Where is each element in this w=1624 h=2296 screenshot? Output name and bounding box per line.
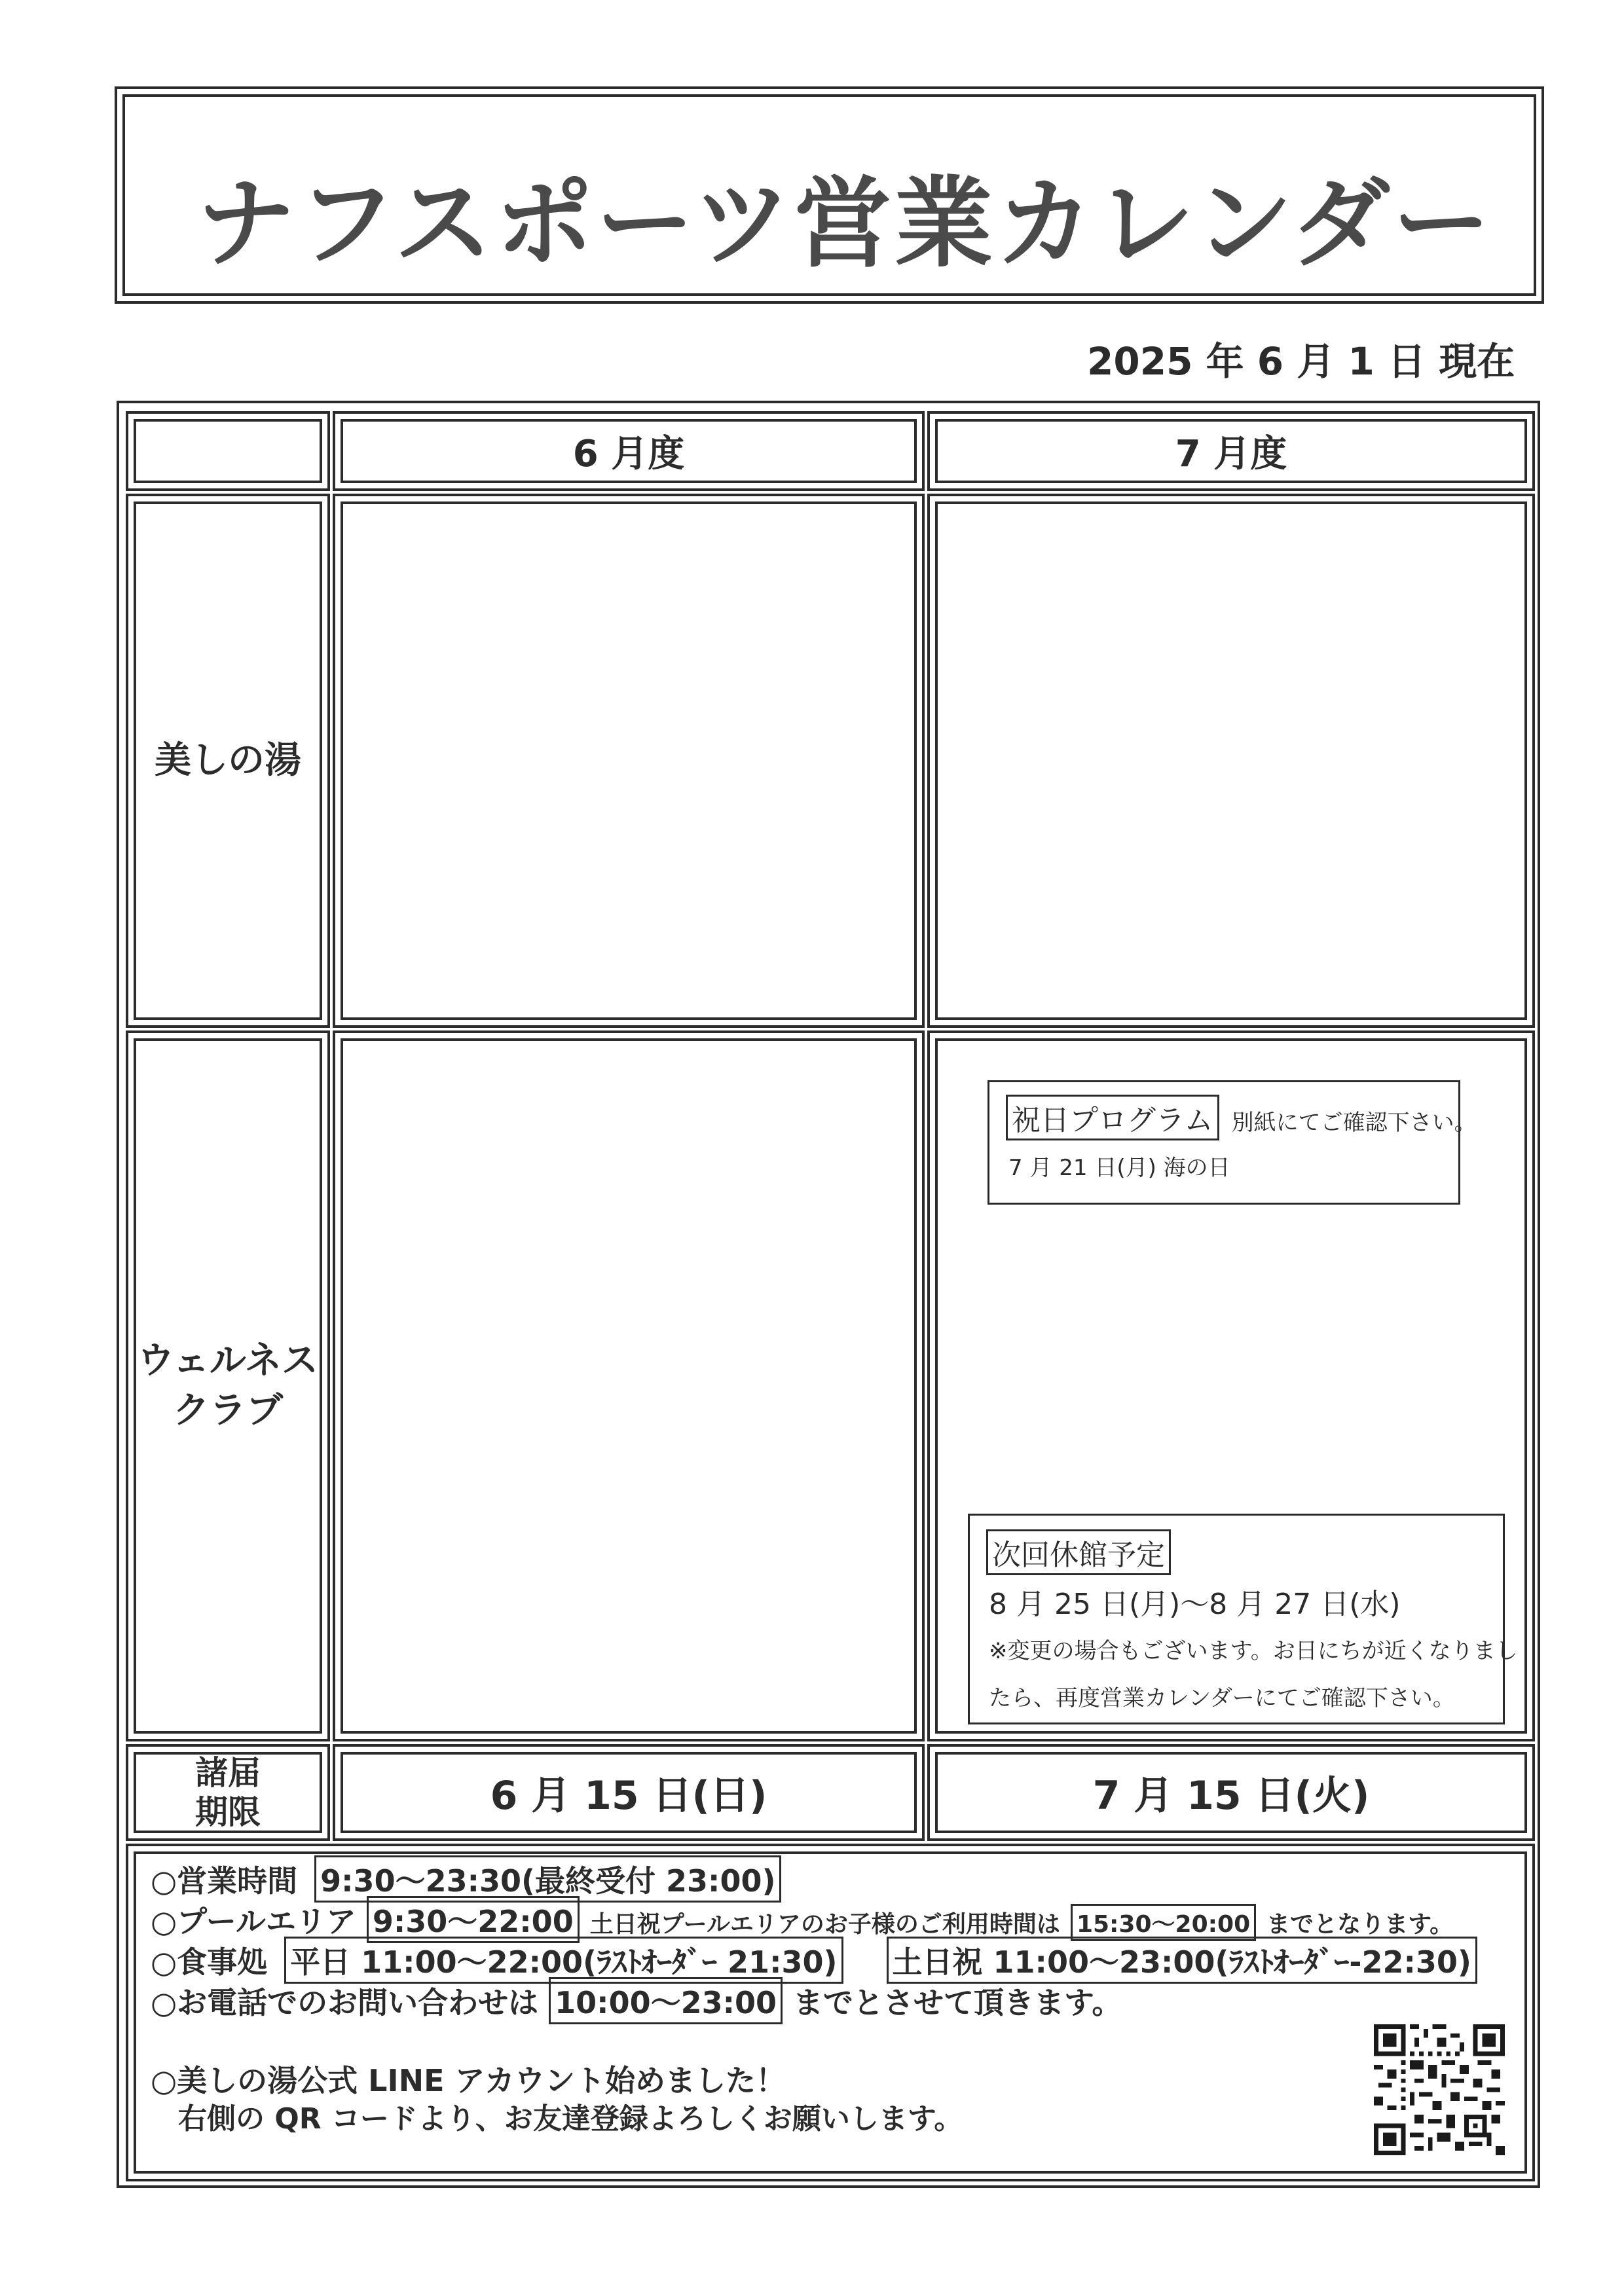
deadline-label-cell xyxy=(126,1744,330,1841)
line-account-line-2: 右側の QR コードより、お友達登録よろしくお願いします。 xyxy=(178,2102,963,2136)
deadline-july xyxy=(927,1744,1535,1841)
phone-inquiry-line xyxy=(151,1977,1122,2024)
pool-area-label: ○プールエリア xyxy=(151,1904,356,1939)
row-label-text: 美しの湯 xyxy=(155,739,301,782)
deadline-june-value: 6 月 15 日(日) xyxy=(490,1773,767,1819)
row-label-utsukushinoyu xyxy=(126,494,330,1028)
restaurant-weekend-hours: 土日祝 11:00～23:00(ﾗｽﾄｵｰﾀﾞｰ-22:30) xyxy=(887,1937,1477,1984)
phone-inquiry-note: までとさせて頂きます。 xyxy=(793,1985,1122,2020)
row-label-line1: ウェルネス xyxy=(137,1339,319,1383)
holiday-program-note: 別紙にてご確認下さい。 xyxy=(1231,1110,1477,1136)
line-account-line-1: ○美しの湯公式 LINE アカウント始めました！ xyxy=(151,2063,786,2098)
restaurant-weekday-hours: 平日 11:00～22:00(ﾗｽﾄｵｰﾀﾞｰ 21:30) xyxy=(284,1937,843,1984)
next-closure-tag: 次回休館予定 xyxy=(986,1529,1171,1575)
header-corner-cell xyxy=(126,411,330,491)
restaurant-label: ○食事処 xyxy=(151,1944,268,1980)
cell-june-wellness xyxy=(333,1030,925,1741)
phone-inquiry-hours: 10:00～23:00 xyxy=(549,1977,783,2024)
header-july-label: 7 月度 xyxy=(1175,433,1287,475)
next-closure-dates: 8 月 25 日(月)～8 月 27 日(水) xyxy=(989,1588,1401,1621)
next-closure-note-2: たら、再度営業カレンダーにてご確認下さい。 xyxy=(989,1685,1455,1711)
business-hours-value: 9:30～23:30(最終受付 23:00) xyxy=(314,1855,781,1903)
cell-june-utsukushinoyu xyxy=(333,494,925,1028)
pool-kids-note: 土日祝プールエリアのお子様のご利用時間は xyxy=(589,1911,1060,1938)
pool-kids-note-end: までとなります。 xyxy=(1266,1911,1454,1938)
deadline-june xyxy=(333,1744,925,1841)
header-june-label: 6 月度 xyxy=(572,433,685,475)
pool-kids-value: 15:30～20:00 xyxy=(1071,1904,1256,1941)
row-label-line2: クラブ xyxy=(173,1389,283,1432)
cell-july-utsukushinoyu xyxy=(927,494,1535,1028)
row-label-wellness-club xyxy=(126,1030,330,1741)
pool-area-value: 9:30～22:00 xyxy=(367,1896,580,1943)
header-june xyxy=(333,411,925,491)
business-hours-label: ○営業時間 xyxy=(151,1863,298,1899)
holiday-program-tag: 祝日プログラム xyxy=(1006,1095,1219,1140)
page-title: ナフスポーツ営業カレンダー xyxy=(196,167,1494,281)
deadline-july-value: 7 月 15 日(火) xyxy=(1092,1773,1370,1819)
next-closure-note-1: ※変更の場合もございます。お日にちが近くなりまし xyxy=(989,1638,1518,1664)
deadline-label-line1: 諸届 xyxy=(195,1754,261,1792)
holiday-program-header xyxy=(1006,1095,1477,1140)
qr-code-icon[interactable] xyxy=(1374,2024,1505,2155)
header-july xyxy=(927,411,1535,491)
holiday-program-date: 7 月 21 日(月) 海の日 xyxy=(1008,1155,1230,1181)
deadline-label-line2: 期限 xyxy=(195,1793,261,1831)
phone-inquiry-label: ○お電話でのお問い合わせは xyxy=(151,1985,539,2020)
as-of-date: 2025 年 6 月 1 日 現在 xyxy=(1087,339,1515,384)
